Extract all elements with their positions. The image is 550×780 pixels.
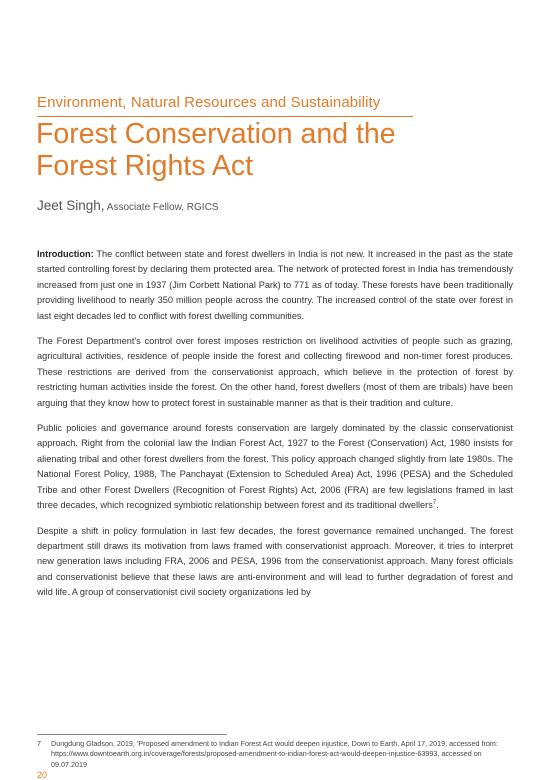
title-line-1: Forest Conservation and the [36, 118, 396, 150]
intro-text: The conflict between state and forest dwellers in India is not new. It increased in the past as the state started controlling forest by declaring them protected area. The network of protected forest in India has tremendously increased from just one in 1937 (Jim Corbett National Park) to 771 as of today. These forests have been traditionally providing livelihood to nearly 350 million people across the country. The increased control of the state over forest in last eight decades led to conflict with forest dwelling communities. [37, 249, 513, 321]
title-line-2: Forest Rights Act [36, 150, 253, 182]
footnote-rule [37, 734, 227, 735]
paragraph-3-text: Public policies and governance around forests conservation are largely dominated by the classic conservationist approach. Right from the colonial law the Indian Forest Act, 1927 to the Forest (Conservation) Act, 1980 insists for alienating tribal and other forest dwellers from the forest. This policy approach changed slightly from late 1980s. The National Forest Policy, 1988, The Panchayat (Extension to Scheduled Area) Act, 1996 (PESA) and the Scheduled Tribe and other Forest Dwellers (Recognition of Forest Rights) Act, 2006 (FRA) are few legislations framed in last three decades, which recognized symbiotic relationship between forest and its traditional dwellers [37, 423, 513, 511]
footnote-text: Dungdung Gladson, 2019, 'Proposed amendment to Indian Forest Act would deepen injustice, Down to Earth, April 17, 2019, accessed from: https://www.downtoearth.org.in/coverage/forests/proposed-amendment-to-indian-forest-act-would-deepen-injustice-63993, accessed on 09.07.2019 [51, 739, 498, 769]
paragraph-3 [37, 421, 513, 513]
footnote-ref[interactable]: 7 [432, 500, 437, 507]
author-role: Associate Fellow, RGICS [104, 202, 219, 213]
page-number: 20 [37, 770, 48, 780]
paragraph-2: The Forest Department's control over forest imposes restriction on livelihood activities of people such as grazing, agricultural activities, residence of people inside the forest and collecting firewood and non-timer forest produces. These restrictions are derived from the conservationist approach, which believe in the protection of forest by restricting human activities inside the forest. On the other hand, forest dwellers (most of them are tribals) have been arguing that they know how to protect forest in sustainable manner as that is their tradition and culture. [37, 336, 513, 408]
intro-lead: Introduction: [37, 249, 94, 259]
paragraph-introduction [37, 247, 513, 324]
footnote-number: 7 [37, 739, 41, 748]
author-line [37, 197, 437, 215]
article-title [36, 118, 516, 182]
author-name: Jeet Singh, [37, 198, 105, 213]
footnote [37, 739, 513, 770]
article-body [37, 247, 513, 611]
section-heading: Environment, Natural Resources and Sustainability [37, 94, 381, 111]
paragraph-3-end: . [436, 500, 439, 511]
paragraph-4: Despite a shift in policy formulation in last few decades, the forest governance remained unchanged. The forest department still draws its motivation from laws framed with conservationist approach. Moreover, it tries to interpret new generation laws including FRA, 2006 and PESA, 1996 from the conservationist approach. Many forest officials and conservationist believe that these laws are anti-environment and will lead to further degradation of forest and wild life. A group of conservationist civil society organizations led by [37, 525, 513, 598]
section-rule [37, 116, 413, 117]
